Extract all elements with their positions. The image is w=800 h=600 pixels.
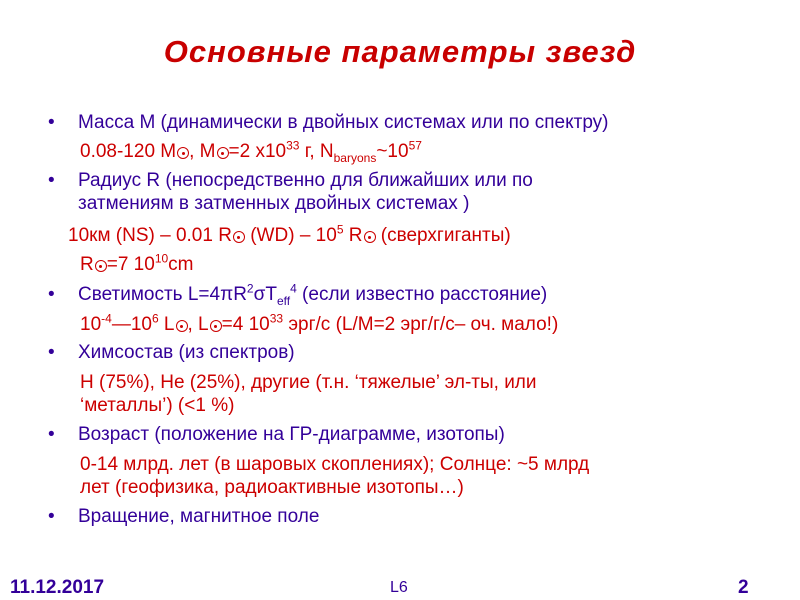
sun-symbol-icon <box>95 260 107 272</box>
footer-label: L6 <box>390 579 408 596</box>
page-number: 2 <box>738 577 749 598</box>
bullet-composition: • <box>48 342 55 363</box>
rotation-line: Вращение, магнитное поле <box>78 506 320 527</box>
age-detail-1: 0-14 млрд. лет (в шаровых скоплениях); Солнце: ~5 млрд <box>80 454 590 475</box>
luminosity-detail: $10^{-4}—10^6$ L , L =4 $10^{33}$ эрг/с (L/M=2 эрг/г/с– оч. мало!) <box>80 311 559 335</box>
bullet-mass: • <box>48 112 55 133</box>
sun-symbol-icon <box>217 147 229 159</box>
composition-detail-1: H (75%), He (25%), другие (т.н. ‘тяжелые’ эл-ты, или <box>80 372 537 393</box>
slide-title: Основные параметры звезд <box>163 34 637 69</box>
composition-line: Химсостав (из спектров) <box>78 342 295 363</box>
sun-symbol-icon <box>177 147 189 159</box>
bullet-rotation: • <box>48 506 55 527</box>
composition-detail-2: ‘металлы’) (<1 %) <box>80 395 235 416</box>
sun-symbol-icon <box>364 231 376 243</box>
luminosity-line: Светимость $L=4\pi R^2\sigma T_{eff}^4$ (если известно расстояние) <box>78 281 548 308</box>
sun-symbol-icon <box>233 231 245 243</box>
age-detail-2: лет (геофизика, радиоактивные изотопы…) <box>80 477 464 498</box>
radius-line-2: затмениям в затменных двойных системах ) <box>78 193 470 214</box>
bullet-age: • <box>48 424 55 445</box>
footer-date: 11.12.2017 <box>10 577 105 598</box>
radius-detail-2: R =7 $10^{10}cm$ <box>80 251 194 275</box>
sun-symbol-icon <box>210 320 222 332</box>
mass-line: Масса М (динамически в двойных системах или по спектру) <box>78 112 609 133</box>
radius-line-1: Радиус R (непосредственно для ближайших или по <box>78 170 533 191</box>
age-line: Возраст (положение на ГР-диаграмме, изотопы) <box>78 424 505 445</box>
mass-detail: 0.08-120 M , M =2 $x10^{33}$ г, $N_{baryons}\sim 10^{57}$ <box>80 138 422 165</box>
bullet-radius: • <box>48 170 55 191</box>
bullet-luminosity: • <box>48 284 55 305</box>
sun-symbol-icon <box>176 320 188 332</box>
radius-detail-1: 10км (NS) – 0.01 R $(WD) - 10^5$ R (сверхгиганты) <box>68 222 511 246</box>
